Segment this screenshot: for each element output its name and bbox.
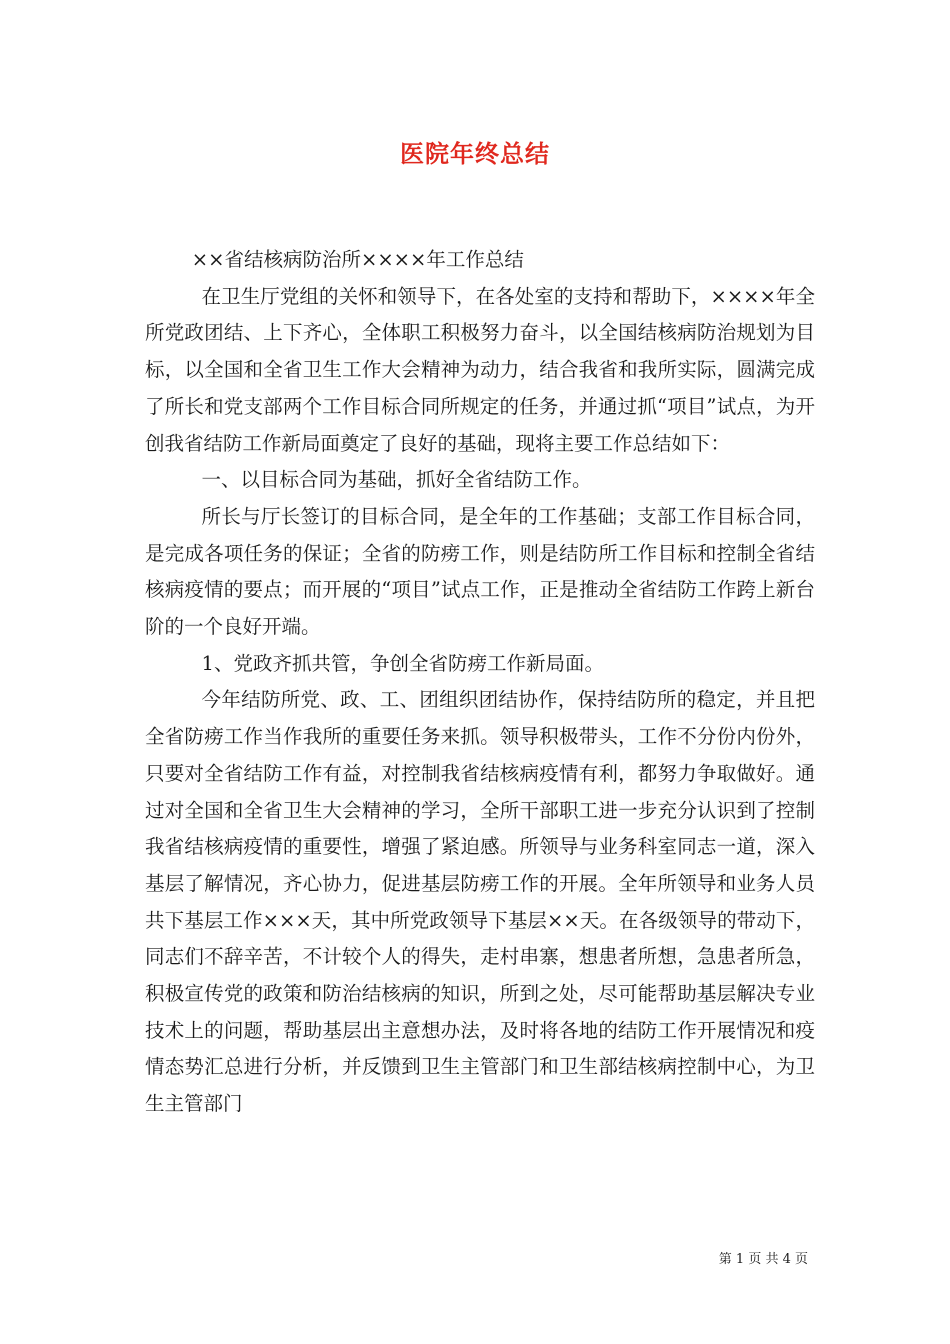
paragraph-intro: 在卫生厅党组的关怀和领导下，在各处室的支持和帮助下，××××年全所党政团结、上下齐心，全体职工积极努力奋斗，以全国结核病防治规划为目标，以全国和全省卫生工作大会精神为动力，结合我省和我所实际，圆满完成了所长和党支部两个工作目标合同所规定的任务，并通过抓“项目”试点，为开创我省结防工作新局面奠定了良好的基础，现将主要工作总结如下： xyxy=(145,284,815,455)
page-number: 第 1 页 共 4 页 xyxy=(718,1252,808,1267)
document-title: 医院年终总结 xyxy=(400,139,550,168)
document-subtitle: ××省结核病防治所××××年工作总结 xyxy=(191,248,524,271)
paragraph-party-work: 今年结防所党、政、工、团组织团结协作，保持结防所的稳定，并且把全省防痨工作当作我所的重要任务来抓。领导积极带头，工作不分份内份外，只要对全省结防工作有益，对控制我省结核病疫情有利，都努力争取做好。通过对全国和全省卫生大会精神的学习，全所干部职工进一步充分认识到了控制我省结核病疫情的重要性，增强了紧迫感。所领导与业务科室同志一道，深入基层了解情况，齐心协力，促进基层防痨工作的开展。全年所领导和业务人员共下基层工作×××天，其中所党政领导下基层××天。在各级领导的带动下，同志们不辞辛苦，不计较个人的得失，走村串寨，想患者所想，急患者所急，积极宣传党的政策和防治结核病的知识，所到之处，尽可能帮助基层解决专业技术上的问题，帮助基层出主意想办法，及时将各地的结防工作开展情况和疫情态势汇总进行分析，并反馈到卫生主管部门和卫生部结核病控制中心，为卫生主管部门 xyxy=(145,688,815,1116)
paragraph-targets: 所长与厅长签订的目标合同，是全年的工作基础；支部工作目标合同，是完成各项任务的保证；全省的防痨工作，则是结防所工作目标和控制全省结核病疫情的要点；而开展的“项目”试点工作，正是推动全省结防工作跨上新台阶的一个良好开端。 xyxy=(145,504,815,639)
document-body xyxy=(145,242,815,1123)
subsection-heading-1: 1、党政齐抓共管，争创全省防痨工作新局面。 xyxy=(201,651,604,675)
section-heading-1: 一、以目标合同为基础，抓好全省结防工作。 xyxy=(201,468,592,492)
